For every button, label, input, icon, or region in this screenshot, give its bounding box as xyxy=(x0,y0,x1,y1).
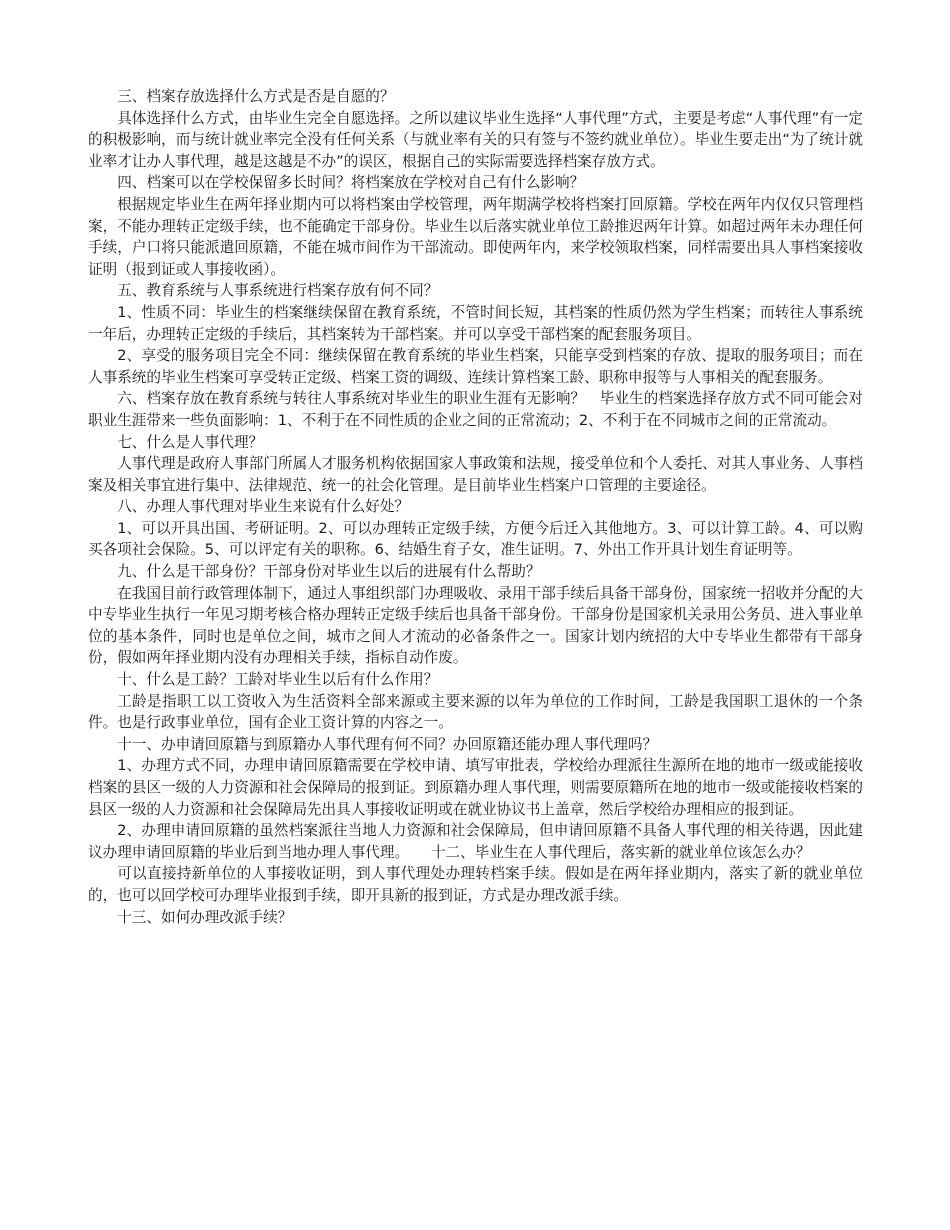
section-heading: 九、什么是干部身份？干部身份对毕业生以后的进展有什么帮助？ xyxy=(117,563,541,581)
paragraph: 可以直接持新单位的人事接收证明，到人事代理处办理转档案手续。假如是在两年择业期内，落实了新的就业单位的，也可以回学校可办理毕业报到手续，即开具新的报到证，方式是办理改派手续。 xyxy=(88,865,863,904)
section-heading: 五、教育系统与人事系统进行档案存放有何不同？ xyxy=(117,282,439,300)
paragraph: 1、性质不同：毕业生的档案继续保留在教育系统，不管时间长短，其档案的性质仍然为学生档案；而转往人事系统一年后，办理转正定级的手续后，其档案转为干部档案。并可以享受干部档案的配套服务项目。 xyxy=(88,303,863,343)
paragraph: 人事代理是政府人事部门所属人才服务机构依据国家人事政策和法规，接受单位和个人委托、对其人事业务、人事档案及相关事宜进行集中、法律规范、统一的社会化管理。是目前毕业生档案户口管理的主要途径。 xyxy=(88,455,863,494)
paragraph: 1、办理方式不同，办理申请回原籍需要在学校申请、填写审批表，学校给办理派往生源所在地的地市一级或能接收档案的县区一级的人力资源和社会保障局的报到证。到原籍办理人事代理，则需要原籍所在地的地市一级或能接收档案的县区一级的人力资源和社会保障局先出具人事接收证明或在就业协议书上盖章，然后学校给办理相应的报到证。 xyxy=(88,757,863,818)
paragraph: 工龄是指职工以工资收入为生活资料全部来源或主要来源的以年为单位的工作时间，工龄是我国职工退休的一个条件。也是行政事业单位，国有企业工资计算的内容之一。 xyxy=(88,692,863,732)
paragraph: 具体选择什么方式，由毕业生完全自愿选择。之所以建议毕业生选择“人事代理”方式，主要是考虑“人事代理”有一定的积极影响，而与统计就业率完全没有任何关系（与就业率有关的只有签与不签约就业单位）。毕业生要走出“为了统计就业率才让办人事代理，越是这越是不办”的误区，根据自己的实际需要选择档案存放方式。 xyxy=(88,109,863,170)
paragraph: 根据规定毕业生在两年择业期内可以将档案由学校管理，两年期满学校将档案打回原籍。学校在两年内仅仅只管理档案，不能办理转正定级手续，也不能确定干部身份。毕业生以后落实就业单位工龄推迟两年计算。如超过两年未办理任何手续，户口将只能派遣回原籍，不能在城市间作为干部流动。即使两年内，来学校领取档案，同样需要出具人事档案接收证明（报到证或人事接收函）。 xyxy=(88,195,863,278)
section-heading: 三、档案存放选择什么方式是否是自愿的？ xyxy=(117,88,395,105)
section-heading: 十一、办申请回原籍与到原籍办人事代理有何不同？办回原籍还能办理人事代理吗？ xyxy=(117,735,658,753)
section-heading: 十三、如何办理改派手续？ xyxy=(117,908,293,926)
paragraph: 2、享受的服务项目完全不同：继续保留在教育系统的毕业生档案，只能享受到档案的存放、提取的服务项目；而在人事系统的毕业生档案可享受转正定级、档案工资的调级、连续计算档案工龄、职称申报等与人事相关的配套服务。 xyxy=(88,347,863,386)
section-heading: 四、档案可以在学校保留多长时间？将档案放在学校对自己有什么影响？ xyxy=(117,174,585,192)
section-heading: 八、办理人事代理对毕业生来说有什么好处？ xyxy=(117,498,410,516)
section-heading: 七、什么是人事代理？ xyxy=(117,433,264,451)
paragraph: 在我国目前行政管理体制下，通过人事组织部门办理吸收、录用干部手续后具备干部身份，国家统一招收并分配的大中专毕业生执行一年见习期考核合格办理转正定级手续后也具备干部身份。干部身份是国家机关录用公务员、进入事业单位的基本条件，同时也是单位之间，城市之间人才流动的必备条件之一。国家计划内统招的大中专毕业生都带有干部身份，假如两年择业期内没有办理相关手续，指标自动作废。 xyxy=(88,584,863,667)
paragraph: 2、办理申请回原籍的虽然档案派往当地人力资源和社会保障局，但申请回原籍不具备人事代理的相关待遇，因此建议办理申请回原籍的毕业后到当地办理人事代理。 十二、毕业生在人事代理后，落实新的就业单位该怎么办？ xyxy=(88,822,863,861)
paragraph: 1、可以开具出国、考研证明。2、可以办理转正定级手续，方便今后迁入其他地方。3、可以计算工龄。4、可以购买各项社会保险。5、可以评定有关的职称。6、结婚生育子女，准生证明。7、外出工作开具计划生育证明等。 xyxy=(88,519,863,559)
section-heading: 十、什么是工龄？工龄对毕业生以后有什么作用？ xyxy=(117,671,439,689)
document-body xyxy=(88,86,863,928)
paragraph: 六、档案存放在教育系统与转往人事系统对毕业生的职业生涯有无影响？ 毕业生的档案选择存放方式不同可能会对职业生涯带来一些负面影响：1、不利于在不同性质的企业之间的正常流动；2、不利于在不同城市之间的正常流动。 xyxy=(88,390,863,429)
